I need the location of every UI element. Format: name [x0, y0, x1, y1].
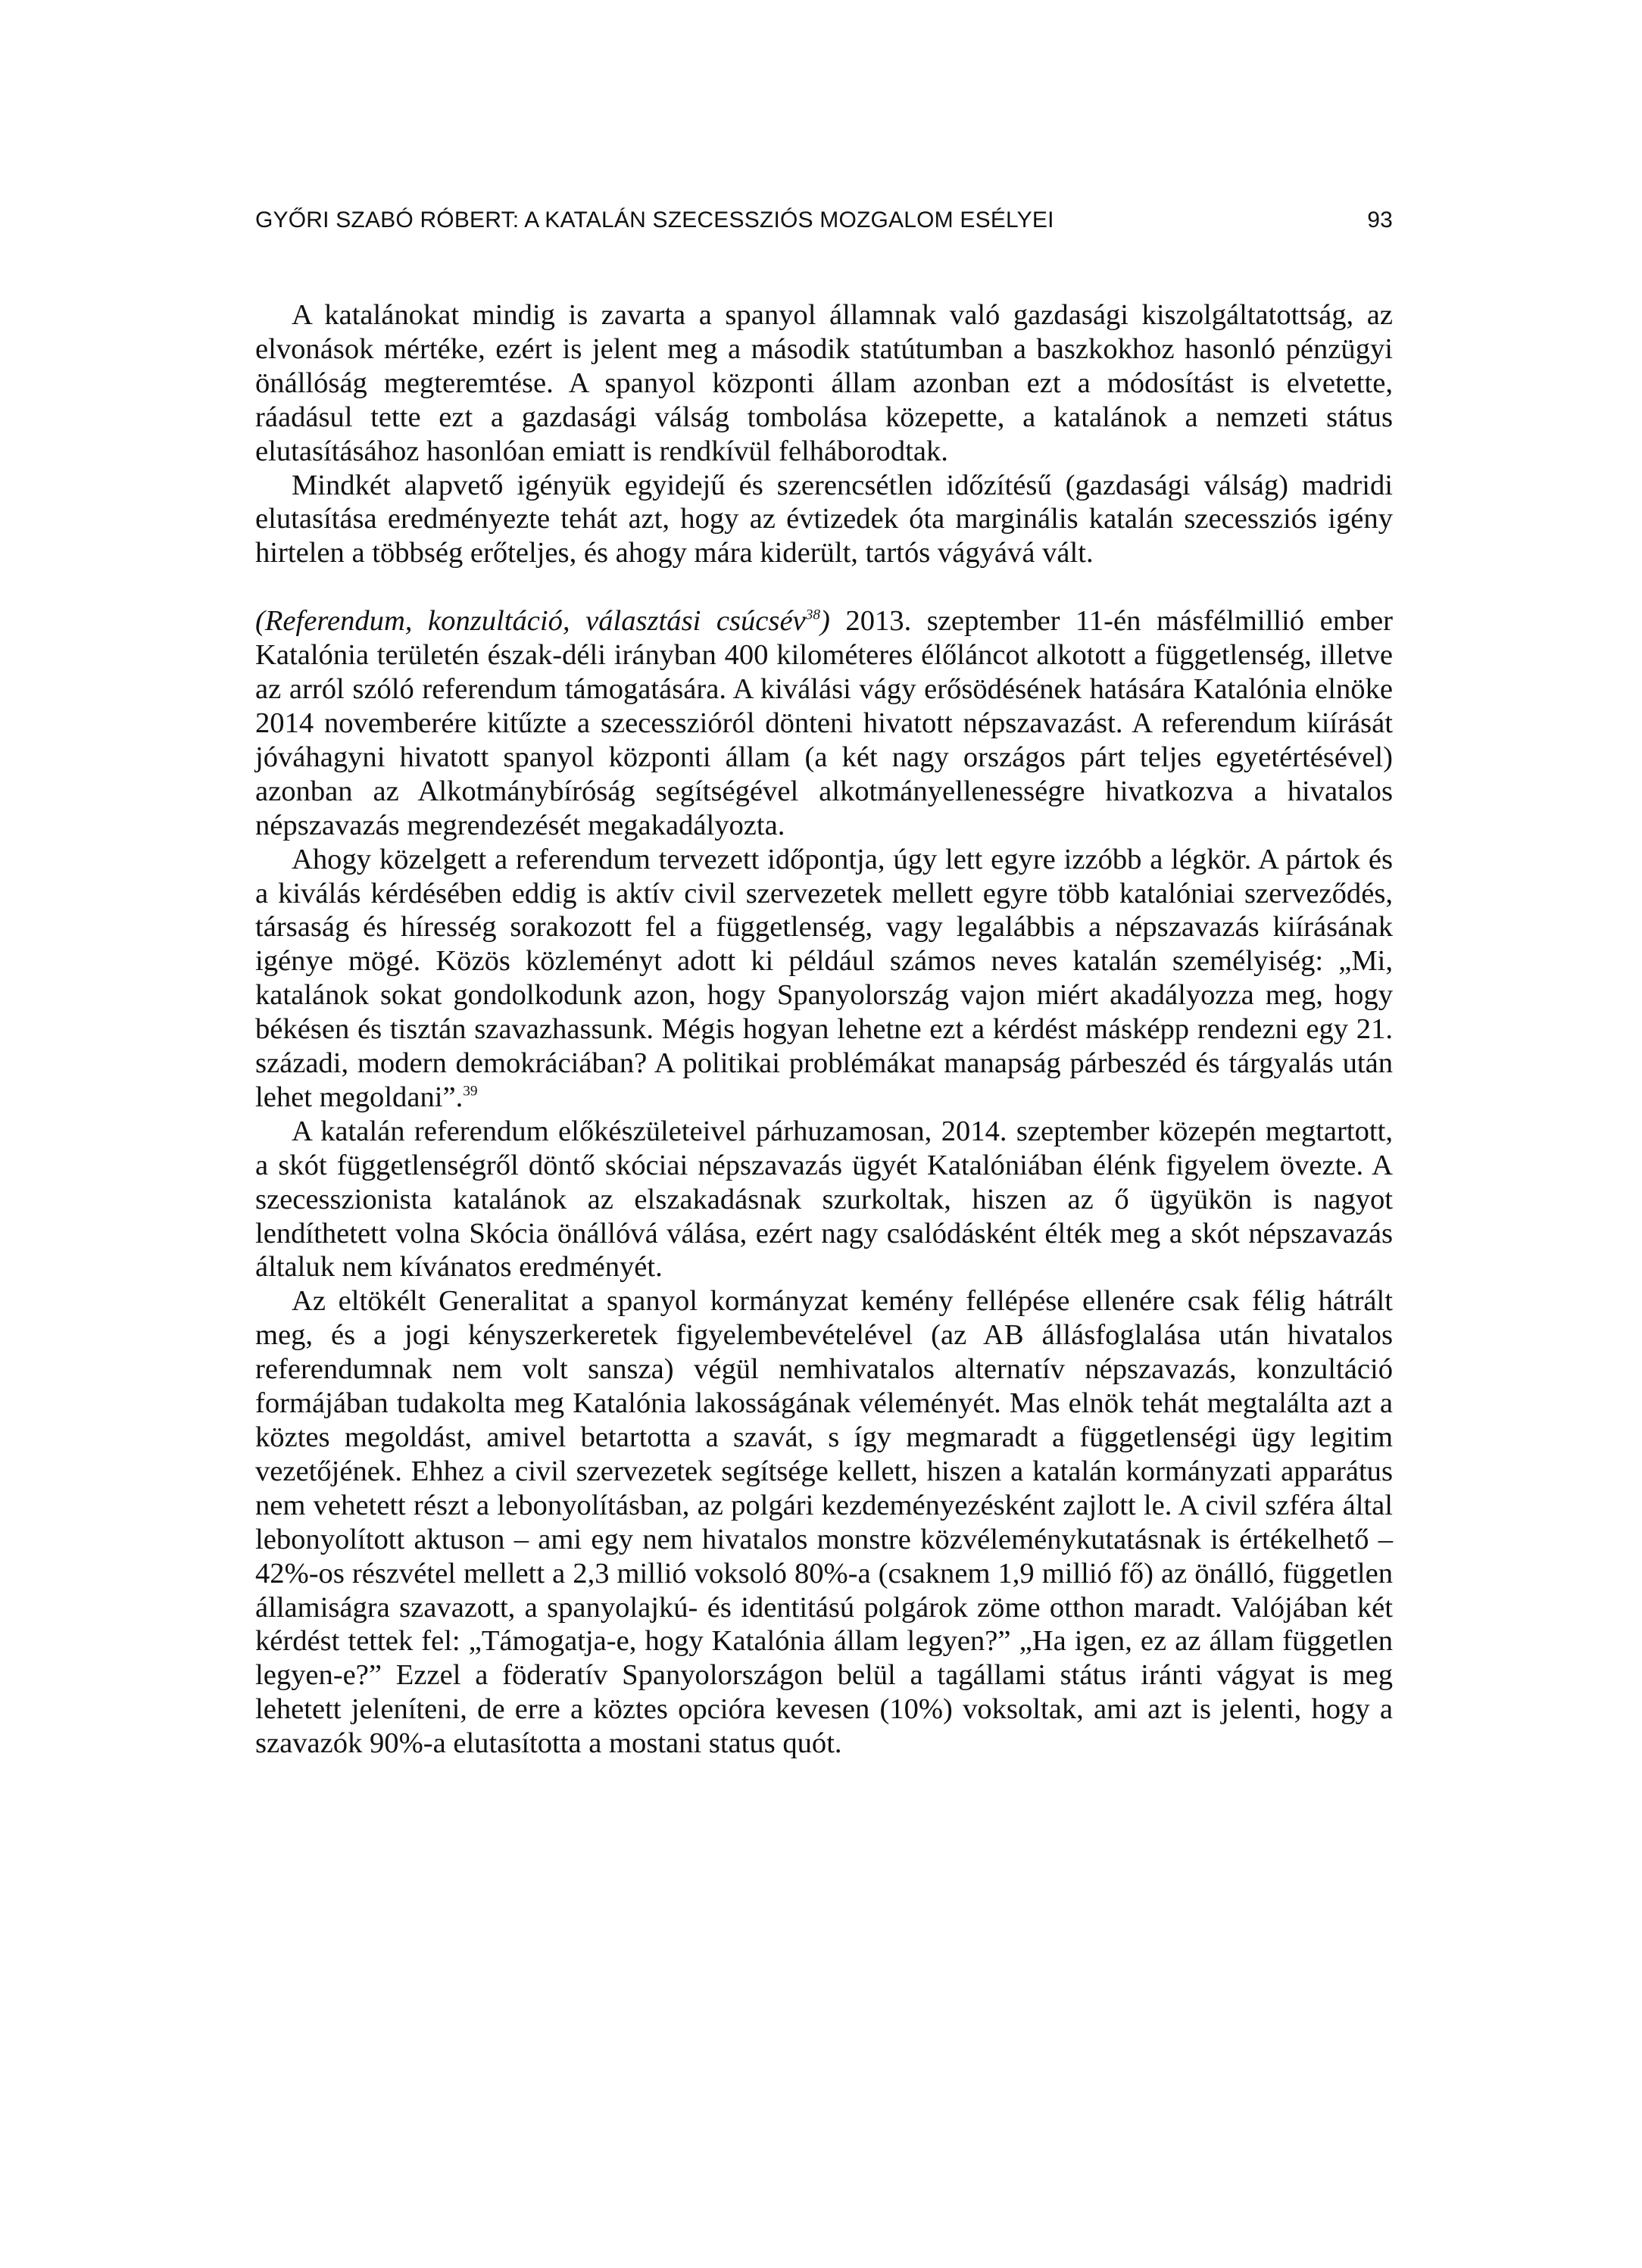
paragraph: A katalánokat mindig is zavarta a spanyol államnak való gazdasági kiszolgáltatottság, az elvonások mértéke, ezért is jelent meg a második statútumban a baszkokhoz hasonló pénzügyi önállóság megteremtése. A spanyol központi állam azonban ezt a módosítást is elvetette, ráadásul tette ezt a gazdasági válság tombolása közepette, a katalánok a nemzeti státus elutasításához hasonlóan emiatt is rendkívül felháborodtak.	[255, 299, 1393, 467]
section-heading	[255, 605, 830, 637]
section-heading-text: (Referendum, konzultáció, választási csúcsév	[255, 605, 806, 638]
page-number: 93	[1367, 207, 1393, 232]
paragraph-text: Ahogy közelgett a referendum tervezett időpontja, úgy lett egyre izzóbb a légkör. A pártok és a kiválás kérdésében eddig is aktív civil szervezetek mellett egyre több katalóniai szerveződés, társaság és híresség sorakozott fel a függetlenség, vagy legalábbis a népszavazás kiírásának igénye mögé. Közös közleményt adott ki például számos neves katalán személyiség: „Mi, katalánok sokat gondolkodunk azon, hogy Spanyolország vajon miért akadályozza meg, hogy békésen és tisztán szavazhassunk. Mégis hogyan lehetne ezt a kérdést másképp rendezni egy 21. századi, modern demokráciában? A politikai problémákat manapság párbeszéd és tárgyalás után lehet megoldani”.	[255, 843, 1393, 1113]
article-body	[255, 298, 1393, 1761]
paragraph: Mindkét alapvető igényük egyidejű és szerencsétlen időzítésű (gazdasági válság) madridi elutasítása eredményezte tehát azt, hogy az évtizedek óta marginális katalán szecessziós igény hirtelen a többség erőteljes, és ahogy mára kiderült, tartós vágyává vált.	[255, 469, 1393, 569]
footnote-ref-38: 38	[805, 607, 820, 623]
running-title: GYŐRI SZABÓ RÓBERT: A KATALÁN SZECESSZIÓS MOZGALOM ESÉLYEI	[255, 207, 1054, 232]
section-first-paragraph: 2013. szeptember 11-én másfélmillió ember Katalónia területén észak-déli irányban 400 kilométeres élőláncot alkotott a függetlenség, illetve az arról szóló referendum támogatására. A kiválási vágy erősödésének hatására Katalónia elnöke 2014 novemberére kitűzte a szecesszióról dönteni hivatott népszavazást. A referendum kiírását jóváhagyni hivatott spanyol központi állam (a két nagy országos párt teljes egyetértésével) azonban az Alkotmánybíróság segítségével alkotmányellenességre hivatkozva a hivatalos népszavazás megrendezését megakadályozta.	[255, 605, 1393, 841]
section-heading-close: )	[819, 605, 830, 638]
paragraph: Az eltökélt Generalitat a spanyol kormányzat kemény fellépése ellenére csak félig hátrált meg, és a jogi kényszerkeretek figyelembevételével (az AB állásfoglalása után hivatalos referendumnak nem volt sansza) végül nemhivatalos alternatív népszavazás, konzultáció formájában tudakolta meg Katalónia lakosságának véleményét. Mas elnök tehát megtalálta azt a köztes megoldást, amivel betartotta a szavát, s így megmaradt a függetlenségi ügy legitim vezetőjének. Ehhez a civil szervezetek segítsége kellett, hiszen a katalán kormányzati apparátus nem vehetett részt a lebonyolításban, az polgári kezdeményezésként zajlott le. A civil szféra által lebonyolított aktuson – ami egy nem hivatalos monstre közvéleménykutatásnak is értékelhető – 42%-os részvétel mellett a 2,3 millió voksoló 80%-a (csaknem 1,9 millió fő) az önálló, független államiságra szavazott, a spanyolajkú- és identitású polgárok zöme otthon maradt. Valójában két kérdést tettek fel: „Támogatja-e, hogy Katalónia állam legyen?” „Ha igen, ez az állam független legyen-e?” Ezzel a föderatív Spanyolországon belül a tagállami státus iránti vágyat is meg lehetett jeleníteni, de erre a köztes opcióra kevesen (10%) voksoltak, ami azt is jelenti, hogy a szavazók 90%-a elutasította a mostani status quót.	[255, 1285, 1393, 1760]
paragraph	[255, 843, 1393, 1115]
footnote-ref-39: 39	[463, 1083, 478, 1100]
running-head	[255, 203, 1393, 238]
paragraph: A katalán referendum előkészületeivel párhuzamosan, 2014. szeptember közepén megtartott, a skót függetlenségről döntő skóciai népszavazás ügyét Katalóniában élénk figyelem övezte. A szecesszionista katalánok az elszakadásnak szurkoltak, hiszen az ő ügyükön is nagyot lendíthetett volna Skócia önállóvá válása, ezért nagy csalódásként élték meg a skót népszavazás általuk nem kívánatos eredményét.	[255, 1115, 1393, 1284]
section-referendum	[255, 604, 1393, 842]
